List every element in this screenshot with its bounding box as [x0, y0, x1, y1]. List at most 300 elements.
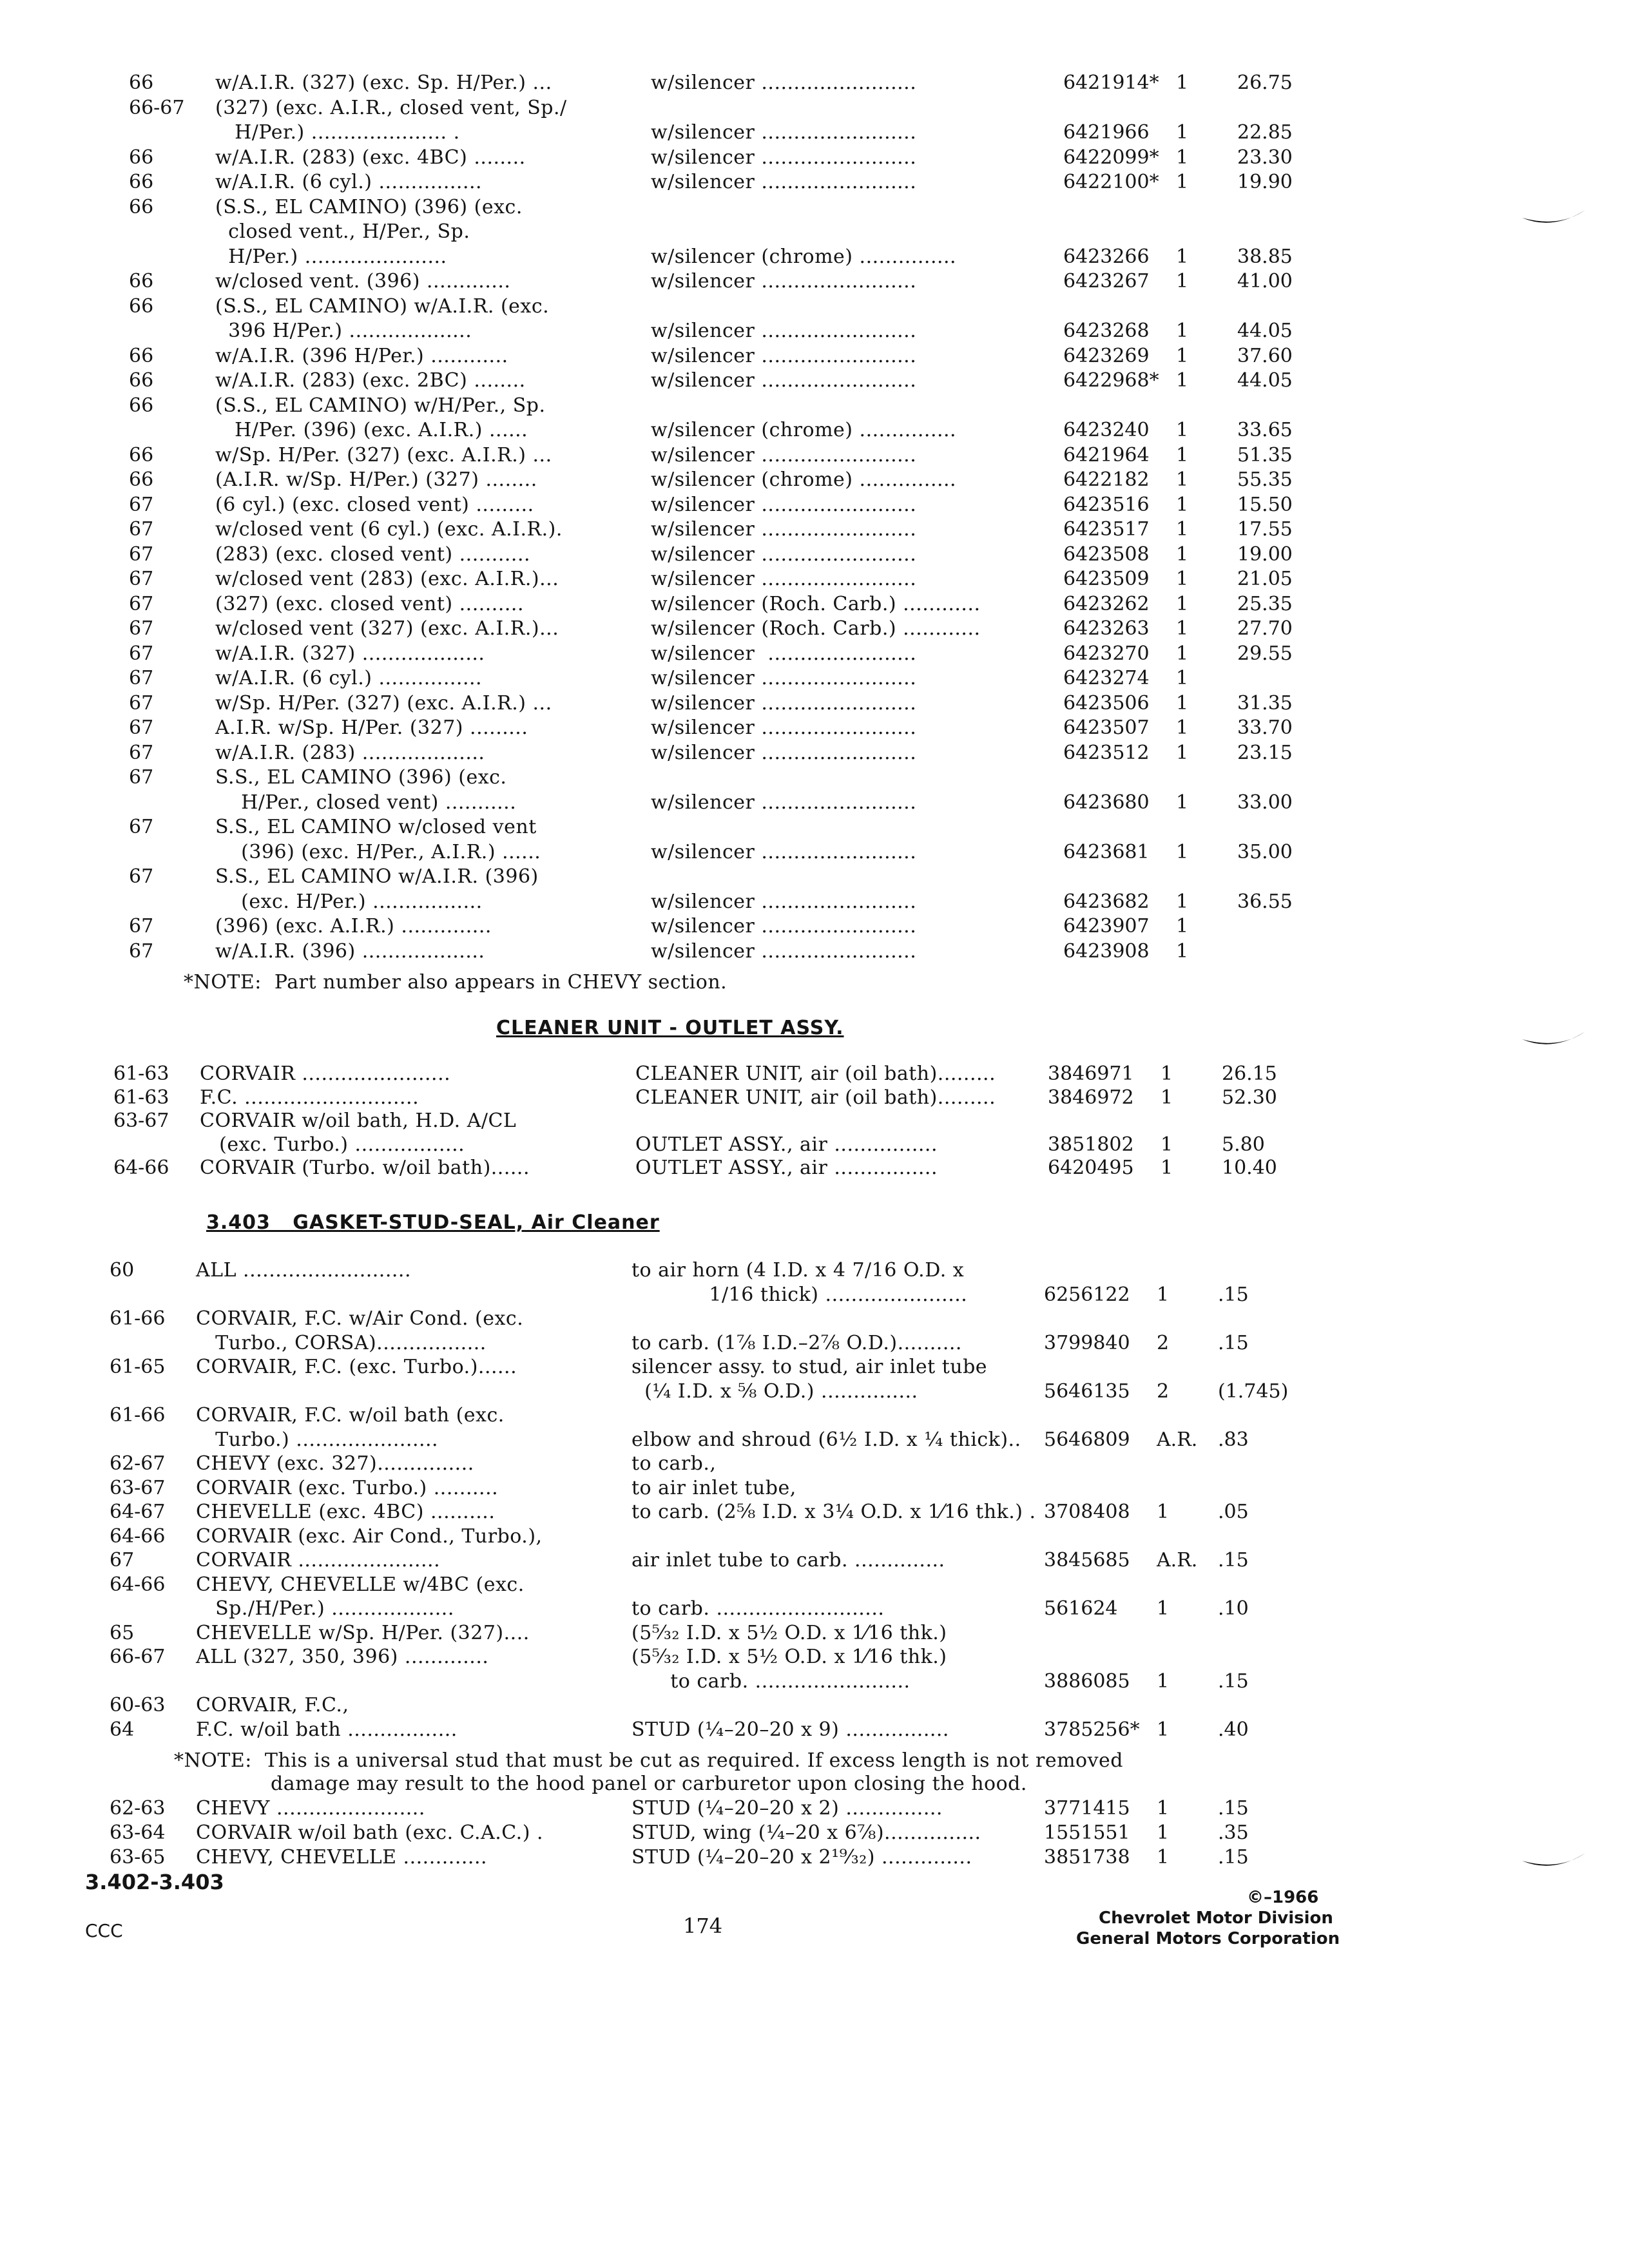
model-year: 66-67	[110, 1646, 166, 1668]
application: CHEVY, CHEVELLE .............	[196, 1846, 488, 1869]
model-year: 64	[110, 1718, 135, 1741]
description: to carb. (1⅞ I.D.–2⅞ O.D.)..........	[631, 1331, 962, 1354]
model-year: 67	[129, 691, 154, 715]
quantity: 1	[1157, 1797, 1170, 1820]
description: w/silencer (Roch. Carb.) ............	[651, 592, 981, 615]
model-year: 61-65	[110, 1356, 166, 1378]
model-year: 66	[129, 195, 154, 218]
price: 44.05	[1237, 369, 1293, 392]
price: 33.65	[1237, 419, 1293, 441]
price: 44.05	[1237, 320, 1293, 342]
table-row	[110, 1381, 1590, 1403]
part-number: 6423270	[1063, 642, 1150, 665]
quantity: 1	[1176, 543, 1189, 566]
description: STUD (¼–20–20 x 9) ................	[631, 1718, 949, 1741]
application: CORVAIR, F.C.,	[196, 1694, 349, 1716]
quantity: 1	[1176, 568, 1189, 590]
table-row	[110, 1847, 1590, 1869]
quantity: 1	[1157, 1283, 1170, 1306]
part-number: 6423517	[1063, 518, 1150, 541]
description: to carb. ..........................	[631, 1597, 885, 1620]
description: STUD (¼–20–20 x 2¹⁹⁄₃₂) ..............	[631, 1846, 972, 1869]
description: to air inlet tube,	[631, 1476, 796, 1499]
price: .15	[1218, 1331, 1249, 1354]
table-row	[129, 568, 1590, 590]
model-year: 66	[129, 344, 154, 367]
table-row	[129, 792, 1590, 814]
application: (396) (exc. A.I.R.) ..............	[215, 915, 492, 937]
description: w/silencer ........................	[651, 716, 917, 739]
table-row	[110, 1260, 1590, 1282]
corporation-name: General Motors Corporation	[1076, 1929, 1340, 1948]
description: w/silencer ........................	[651, 270, 917, 293]
description: STUD (¼–20–20 x 2) ...............	[631, 1797, 943, 1820]
application: S.S., EL CAMINO w/closed vent	[215, 816, 537, 838]
application: (S.S., EL CAMINO) w/A.I.R. (exc.	[215, 294, 550, 318]
model-year: 67	[129, 939, 154, 963]
description: w/silencer (Roch. Carb.) ............	[651, 617, 981, 640]
description: OUTLET ASSY., air ................	[635, 1157, 938, 1179]
model-year: 64-67	[110, 1501, 166, 1523]
application: w/A.I.R. (327) ...................	[215, 642, 485, 665]
description: w/silencer (chrome) ...............	[651, 468, 957, 491]
quantity: 1	[1176, 691, 1189, 715]
model-year: 67	[129, 568, 154, 590]
quantity: 1	[1161, 1086, 1173, 1109]
part-number: 6423508	[1063, 543, 1150, 566]
table-row	[129, 246, 1590, 268]
model-year: 63-64	[110, 1821, 166, 1844]
description: w/silencer .......................	[651, 642, 917, 665]
part-number: 6422968*	[1063, 369, 1159, 392]
part-number: 3708408	[1044, 1501, 1130, 1523]
description: w/silencer ........................	[651, 568, 917, 590]
table-row	[110, 1356, 1590, 1378]
quantity: 1	[1176, 493, 1189, 516]
quantity: 1	[1176, 642, 1189, 665]
model-year: 61-63	[113, 1062, 169, 1085]
description: to air horn (4 I.D. x 4 7/16 O.D. x	[631, 1259, 965, 1282]
table-row	[129, 494, 1590, 516]
description: (5⁵⁄₃₂ I.D. x 5½ O.D. x 1⁄16 thk.)	[631, 1621, 947, 1644]
application: ALL (327, 350, 396) .............	[196, 1646, 489, 1668]
quantity: 1	[1176, 419, 1189, 441]
price: .05	[1218, 1501, 1249, 1523]
description: w/silencer ........................	[651, 344, 917, 367]
application: w/A.I.R. (6 cyl.) ................	[215, 171, 483, 193]
part-number: 6423269	[1063, 344, 1150, 367]
application: Sp./H/Per.) ...................	[196, 1597, 454, 1620]
table-row	[129, 370, 1590, 392]
price: 36.55	[1237, 890, 1293, 913]
part-number: 3886085	[1044, 1669, 1130, 1693]
price: .15	[1218, 1797, 1249, 1820]
model-year: 61-66	[110, 1404, 166, 1427]
quantity: 1	[1176, 344, 1189, 367]
table-row	[129, 271, 1590, 293]
price: 33.70	[1237, 716, 1293, 739]
table-row	[110, 1284, 1590, 1306]
table-row	[110, 1308, 1590, 1330]
table-row	[129, 593, 1590, 615]
quantity: 1	[1161, 1062, 1173, 1085]
description: CLEANER UNIT, air (oil bath).........	[635, 1062, 996, 1085]
model-year: 64-66	[113, 1157, 169, 1179]
quantity: 1	[1176, 667, 1189, 689]
application: CORVAIR (Turbo. w/oil bath)......	[200, 1157, 530, 1179]
application: CHEVELLE w/Sp. H/Per. (327)....	[196, 1621, 530, 1644]
price: 17.55	[1237, 518, 1293, 541]
description: w/silencer ........................	[651, 443, 917, 466]
quantity: 1	[1176, 939, 1189, 963]
part-number: 6420495	[1048, 1157, 1134, 1179]
catalog-code: CCC	[85, 1920, 123, 1941]
part-number: 6421966	[1063, 121, 1150, 144]
quantity: 1	[1176, 592, 1189, 615]
quantity: 1	[1176, 741, 1189, 764]
model-year: 66	[129, 394, 154, 417]
description: (5⁵⁄₃₂ I.D. x 5½ O.D. x 1⁄16 thk.)	[631, 1646, 947, 1668]
model-year: 67	[129, 766, 154, 789]
price: 23.15	[1237, 741, 1293, 764]
quantity: 2	[1157, 1331, 1170, 1354]
quantity: A.R.	[1157, 1428, 1198, 1451]
price: 35.00	[1237, 840, 1293, 863]
application: F.C. ...........................	[200, 1086, 419, 1109]
description: OUTLET ASSY., air ................	[635, 1133, 938, 1156]
model-year: 66	[129, 270, 154, 293]
copyright: ©–1966	[1247, 1888, 1319, 1907]
part-number: 3771415	[1044, 1797, 1130, 1820]
part-number: 1551551	[1044, 1821, 1130, 1844]
price: .15	[1218, 1846, 1249, 1869]
description: w/silencer (chrome) ...............	[651, 419, 957, 441]
part-number: 5646809	[1044, 1428, 1130, 1451]
part-number: 3785256*	[1044, 1718, 1140, 1741]
model-year: 60-63	[110, 1694, 166, 1716]
quantity: 1	[1157, 1846, 1170, 1869]
part-number: 6256122	[1044, 1283, 1130, 1306]
table-row	[129, 221, 1590, 243]
application: H/Per.) ..................... .	[215, 121, 460, 144]
quantity: 1	[1176, 840, 1189, 863]
application: H/Per. (396) (exc. A.I.R.) ......	[215, 419, 528, 441]
application: w/A.I.R. (396 H/Per.) ............	[215, 344, 508, 367]
price: 37.60	[1237, 344, 1293, 367]
part-number: 6423681	[1063, 840, 1150, 863]
model-year: 67	[129, 518, 154, 541]
description: w/silencer ........................	[651, 493, 917, 516]
application: (A.I.R. w/Sp. H/Per.) (327) ........	[215, 468, 537, 491]
part-number: 6423506	[1063, 691, 1150, 715]
application: w/Sp. H/Per. (327) (exc. A.I.R.) ...	[215, 691, 552, 715]
page-number: 174	[683, 1914, 723, 1938]
quantity: 1	[1157, 1597, 1170, 1620]
application: w/closed vent (6 cyl.) (exc. A.I.R.).	[215, 518, 563, 541]
table-row	[110, 1501, 1590, 1523]
description: w/silencer ........................	[651, 146, 917, 169]
quantity: 1	[1176, 245, 1189, 268]
description: elbow and shroud (6½ I.D. x ¼ thick)..	[631, 1428, 1021, 1451]
table-row	[110, 1405, 1590, 1427]
quantity: 1	[1176, 890, 1189, 913]
application: S.S., EL CAMINO (396) (exc.	[215, 766, 507, 789]
quantity: 1	[1157, 1501, 1170, 1523]
quantity: 1	[1176, 443, 1189, 466]
part-number: 6423512	[1063, 741, 1150, 764]
table-row	[129, 197, 1590, 218]
application: closed vent., H/Per., Sp.	[215, 220, 470, 243]
table-row	[129, 345, 1590, 367]
quantity: 1	[1157, 1821, 1170, 1844]
quantity: 1	[1161, 1157, 1173, 1179]
price: .10	[1218, 1597, 1249, 1620]
part-number: 6423509	[1063, 568, 1150, 590]
application: CORVAIR .......................	[200, 1062, 451, 1085]
model-year: 67	[129, 816, 154, 838]
price: 27.70	[1237, 617, 1293, 640]
table-row	[110, 1526, 1590, 1548]
application: w/A.I.R. (6 cyl.) ................	[215, 667, 483, 689]
application: w/closed vent (283) (exc. A.I.R.)...	[215, 568, 559, 590]
model-year: 66	[129, 171, 154, 193]
description: w/silencer ........................	[651, 320, 917, 342]
table-row	[129, 296, 1590, 318]
gasket-stud-seal-heading: 3.403 GASKET-STUD-SEAL, Air Cleaner	[206, 1211, 660, 1234]
price: 22.85	[1237, 121, 1293, 144]
universal-stud-note-continued: damage may result to the hood panel or carburetor upon closing the hood.	[271, 1773, 1027, 1795]
model-year: 66	[129, 294, 154, 318]
description: w/silencer ........................	[651, 840, 917, 863]
application: w/Sp. H/Per. (327) (exc. A.I.R.) ...	[215, 443, 552, 466]
application: CORVAIR w/oil bath (exc. C.A.C.) .	[196, 1821, 543, 1844]
table-row	[129, 395, 1590, 417]
price: 25.35	[1237, 592, 1293, 615]
price: .35	[1218, 1821, 1249, 1844]
application: (exc. H/Per.) .................	[215, 890, 483, 913]
part-number: 561624	[1044, 1597, 1118, 1620]
table-row	[110, 1695, 1590, 1716]
part-number: 6421914*	[1063, 72, 1159, 94]
part-number: 3845685	[1044, 1549, 1130, 1571]
quantity: 1	[1176, 518, 1189, 541]
description: CLEANER UNIT, air (oil bath).........	[635, 1086, 996, 1109]
part-number: 6422099*	[1063, 146, 1159, 169]
application: w/closed vent (327) (exc. A.I.R.)...	[215, 617, 559, 640]
part-number: 3851738	[1044, 1846, 1130, 1869]
application: w/closed vent. (396) .............	[215, 270, 511, 293]
description: air inlet tube to carb. ..............	[631, 1549, 945, 1571]
application: w/A.I.R. (283) (exc. 4BC) ........	[215, 146, 526, 169]
part-number: 6423907	[1063, 915, 1150, 937]
model-year: 67	[129, 667, 154, 689]
description: w/silencer ........................	[651, 518, 917, 541]
quantity: 1	[1176, 791, 1189, 814]
price: .40	[1218, 1718, 1249, 1741]
application: w/A.I.R. (283) ...................	[215, 741, 485, 764]
model-year: 63-67	[113, 1110, 169, 1132]
description: w/silencer ........................	[651, 543, 917, 566]
part-number: 5646135	[1044, 1379, 1130, 1403]
quantity: 1	[1176, 915, 1189, 937]
application: (327) (exc. closed vent) ..........	[215, 592, 524, 615]
division-name: Chevrolet Motor Division	[1099, 1908, 1333, 1928]
application: S.S., EL CAMINO w/A.I.R. (396)	[215, 865, 539, 888]
application: CORVAIR, F.C. (exc. Turbo.)......	[196, 1356, 517, 1378]
part-number: 6422100*	[1063, 171, 1159, 193]
price: (1.745)	[1218, 1379, 1289, 1403]
quantity: 1	[1176, 146, 1189, 169]
application: H/Per., closed vent) ...........	[215, 791, 517, 814]
price: 19.90	[1237, 171, 1293, 193]
part-number: 6423908	[1063, 939, 1150, 963]
model-year: 66	[129, 146, 154, 169]
model-year: 67	[129, 741, 154, 764]
description: STUD, wing (¼–20 x 6⅞)...............	[631, 1821, 981, 1844]
application: (6 cyl.) (exc. closed vent) .........	[215, 493, 534, 516]
application: CORVAIR ......................	[196, 1549, 441, 1571]
model-year: 64-66	[110, 1573, 166, 1596]
application: F.C. w/oil bath .................	[196, 1718, 458, 1741]
application: Turbo.) ......................	[196, 1428, 439, 1451]
application: 396 H/Per.) ...................	[215, 320, 472, 342]
table-row	[129, 469, 1590, 491]
description: w/silencer ........................	[651, 791, 917, 814]
part-number: 6421964	[1063, 443, 1150, 466]
description: w/silencer ........................	[651, 121, 917, 144]
price: 21.05	[1237, 568, 1293, 590]
application: CORVAIR (exc. Turbo.) ..........	[196, 1476, 499, 1499]
table-row	[129, 171, 1590, 193]
part-number: 3846972	[1048, 1086, 1134, 1109]
price: 15.50	[1237, 493, 1293, 516]
model-year: 67	[129, 915, 154, 937]
table-row	[110, 1332, 1590, 1354]
quantity: 1	[1176, 369, 1189, 392]
part-number: 6423682	[1063, 890, 1150, 913]
table-row	[110, 1622, 1590, 1644]
description: silencer assy. to stud, air inlet tube	[631, 1356, 988, 1378]
table-row	[110, 1822, 1590, 1844]
table-row	[129, 72, 1590, 94]
application: CHEVY, CHEVELLE w/4BC (exc.	[196, 1573, 525, 1596]
part-number: 3799840	[1044, 1331, 1130, 1354]
description: (¼ I.D. x ⅝ O.D.) ...............	[631, 1379, 918, 1403]
quantity: 1	[1157, 1718, 1170, 1741]
table-row	[129, 643, 1590, 665]
application: w/A.I.R. (327) (exc. Sp. H/Per.) ...	[215, 72, 552, 94]
table-row	[129, 916, 1590, 937]
description: w/silencer ........................	[651, 915, 917, 937]
table-row	[113, 1134, 1590, 1156]
table-row	[129, 320, 1590, 342]
quantity: 1	[1176, 121, 1189, 144]
table-row	[113, 1110, 1590, 1132]
part-number: 3846971	[1048, 1062, 1134, 1085]
price: 19.00	[1237, 543, 1293, 566]
model-year: 65	[110, 1621, 135, 1644]
binding-hole-mark	[1521, 1028, 1592, 1053]
model-year: 67	[129, 865, 154, 888]
part-number: 6422182	[1063, 468, 1150, 491]
price: 41.00	[1237, 270, 1293, 293]
model-year: 67	[129, 716, 154, 739]
part-number-note: *NOTE: Part number also appears in CHEVY section.	[184, 971, 728, 994]
table-row	[129, 816, 1590, 838]
price: 55.35	[1237, 468, 1293, 491]
application: (S.S., EL CAMINO) w/H/Per., Sp.	[215, 394, 546, 417]
description: w/silencer ........................	[651, 741, 917, 764]
model-year: 67	[129, 642, 154, 665]
model-year: 61-66	[110, 1307, 166, 1330]
price: .83	[1218, 1428, 1249, 1451]
quantity: 1	[1176, 617, 1189, 640]
table-row	[113, 1063, 1590, 1085]
application: H/Per.) ......................	[215, 245, 447, 268]
table-row	[110, 1550, 1590, 1571]
quantity: 1	[1157, 1669, 1170, 1693]
model-year: 64-66	[110, 1524, 166, 1548]
application: CORVAIR w/oil bath, H.D. A/CL	[200, 1110, 517, 1132]
quantity: 1	[1161, 1133, 1173, 1156]
description: 1/16 thick) ......................	[631, 1283, 968, 1306]
table-row	[129, 544, 1590, 566]
application: CORVAIR, F.C. w/Air Cond. (exc.	[196, 1307, 524, 1330]
description: w/silencer ........................	[651, 667, 917, 689]
part-number: 6423266	[1063, 245, 1150, 268]
price: 26.15	[1222, 1062, 1277, 1085]
section-reference: 3.402-3.403	[85, 1870, 224, 1894]
part-number: 3851802	[1048, 1133, 1134, 1156]
model-year: 60	[110, 1259, 135, 1282]
universal-stud-note: *NOTE: This is a universal stud that must be cut as required. If excess length is not removed	[174, 1749, 1124, 1772]
table-row	[129, 841, 1590, 863]
application: CORVAIR (exc. Air Cond., Turbo.),	[196, 1524, 543, 1548]
model-year: 67	[129, 493, 154, 516]
description: w/silencer ........................	[651, 171, 917, 193]
description: w/silencer ........................	[651, 890, 917, 913]
table-row	[129, 419, 1590, 441]
price: 26.75	[1237, 72, 1293, 94]
table-row	[110, 1798, 1590, 1820]
part-number: 6423262	[1063, 592, 1150, 615]
application: ALL ..........................	[196, 1259, 411, 1282]
table-row	[129, 693, 1590, 715]
price: .15	[1218, 1669, 1249, 1693]
model-year: 66-67	[129, 96, 185, 119]
quantity: A.R.	[1157, 1549, 1198, 1571]
price: 52.30	[1222, 1086, 1277, 1109]
description: to carb. ........................	[631, 1669, 911, 1693]
quantity: 2	[1157, 1379, 1170, 1403]
description: to carb.,	[631, 1452, 717, 1475]
model-year: 66	[129, 72, 154, 94]
description: w/silencer ........................	[651, 72, 917, 94]
table-row	[129, 668, 1590, 689]
table-row	[110, 1453, 1590, 1475]
model-year: 67	[110, 1549, 135, 1571]
price: 23.30	[1237, 146, 1293, 169]
table-row	[110, 1477, 1590, 1499]
description: w/silencer (chrome) ...............	[651, 245, 957, 268]
model-year: 62-63	[110, 1797, 166, 1820]
model-year: 61-63	[113, 1086, 169, 1109]
quantity: 1	[1176, 270, 1189, 293]
quantity: 1	[1176, 468, 1189, 491]
table-row	[110, 1671, 1590, 1693]
price: 31.35	[1237, 691, 1293, 715]
application: (327) (exc. A.I.R., closed vent, Sp./	[215, 96, 567, 119]
